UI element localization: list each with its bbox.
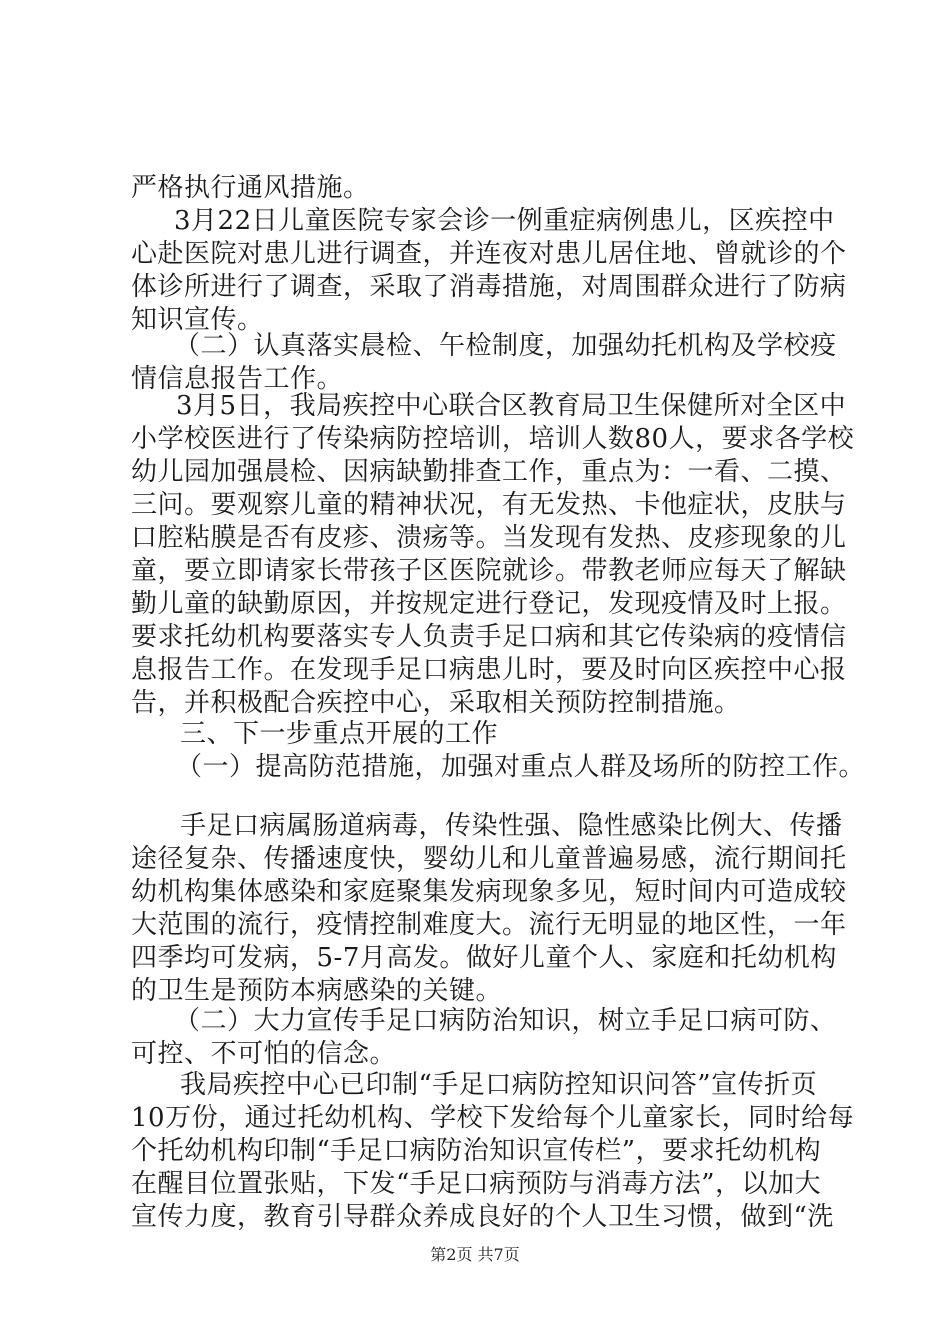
text-line: 童，要立即请家长带孩子区医院就诊。带教老师应每天了解缺	[131, 556, 847, 586]
text-line: 手足口病属肠道病毒，传染性强、隐性感染比例大、传播	[180, 811, 843, 841]
subsection-heading: （二）大力宣传手足口病防治知识，树立手足口病可防、	[174, 1006, 837, 1036]
text-line: 心赴医院对患儿进行调查，并连夜对患儿居住地、曾就诊的个	[131, 239, 847, 269]
text-line: 大范围的流行，疫情控制难度大。流行无明显的地区性，一年	[131, 910, 847, 940]
text-line: 个托幼机构印制“手足口病防治知识宣传栏”，要求托幼机构	[131, 1136, 822, 1166]
page-footer: 第2页 共7页	[430, 1245, 520, 1264]
text-line: 宣传力度，教育引导群众养成良好的个人卫生习惯，做到“洗	[131, 1202, 834, 1232]
text-line: 体诊所进行了调查，采取了消毒措施，对周围群众进行了防病	[131, 272, 847, 302]
text-line: 幼儿园加强晨检、因病缺勤排查工作，重点为：一看、二摸、	[131, 457, 847, 487]
text-line: 勤儿童的缺勤原因，并按规定进行登记，发现疫情及时上报。	[131, 589, 847, 619]
text-line: 情信息报告工作。	[131, 364, 344, 394]
text-line: （二）认真落实晨检、午检制度，加强幼托机构及学校疫	[174, 331, 837, 361]
text-line: 幼机构集体感染和家庭聚集发病现象多见，短时间内可造成较	[131, 877, 847, 907]
subsection-heading: （一）提高防范措施，加强对重点人群及场所的防控工作。	[176, 752, 866, 782]
text-line: 三问。要观察儿童的精神状况，有无发热、卡他症状，皮肤与	[131, 490, 847, 520]
text-line: 我局疾控中心已印制“手足口病防控知识问答”宣传折页	[180, 1070, 818, 1100]
text-line: 在醒目位置张贴，下发“手足口病预防与消毒方法”，以加大	[131, 1169, 822, 1199]
text-line: 3月22日儿童医院专家会诊一例重症病例患儿，区疾控中	[174, 206, 835, 236]
text-line: 3月5日，我局疾控中心联合区教育局卫生保健所对全区中	[176, 391, 847, 421]
text-line: 口腔粘膜是否有皮疹、溃疡等。当发现有发热、皮疹现象的儿	[131, 523, 847, 553]
text-line: 知识宣传。	[131, 305, 264, 335]
text-line: 要求托幼机构要落实专人负责手足口病和其它传染病的疫情信	[131, 622, 847, 652]
text-line: 的卫生是预防本病感染的关键。	[131, 976, 503, 1006]
text-line: 可控、不可怕的信念。	[131, 1039, 397, 1069]
text-line: 严格执行通风措施。	[131, 173, 370, 203]
text-line: 告，并积极配合疾控中心，采取相关预防控制措施。	[131, 688, 741, 718]
text-line: 途径复杂、传播速度快，婴幼儿和儿童普遍易感，流行期间托	[131, 844, 847, 874]
text-line: 息报告工作。在发现手足口病患儿时，要及时向区疾控中心报	[131, 655, 847, 685]
text-line: 四季均可发病，5-7月高发。做好儿童个人、家庭和托幼机构	[131, 943, 837, 973]
text-line: 10万份，通过托幼机构、学校下发给每个儿童家长，同时给每	[131, 1103, 855, 1133]
text-line: 小学校医进行了传染病防控培训，培训人数80人，要求各学校	[131, 424, 855, 454]
section-heading: 三、下一步重点开展的工作	[180, 719, 499, 749]
